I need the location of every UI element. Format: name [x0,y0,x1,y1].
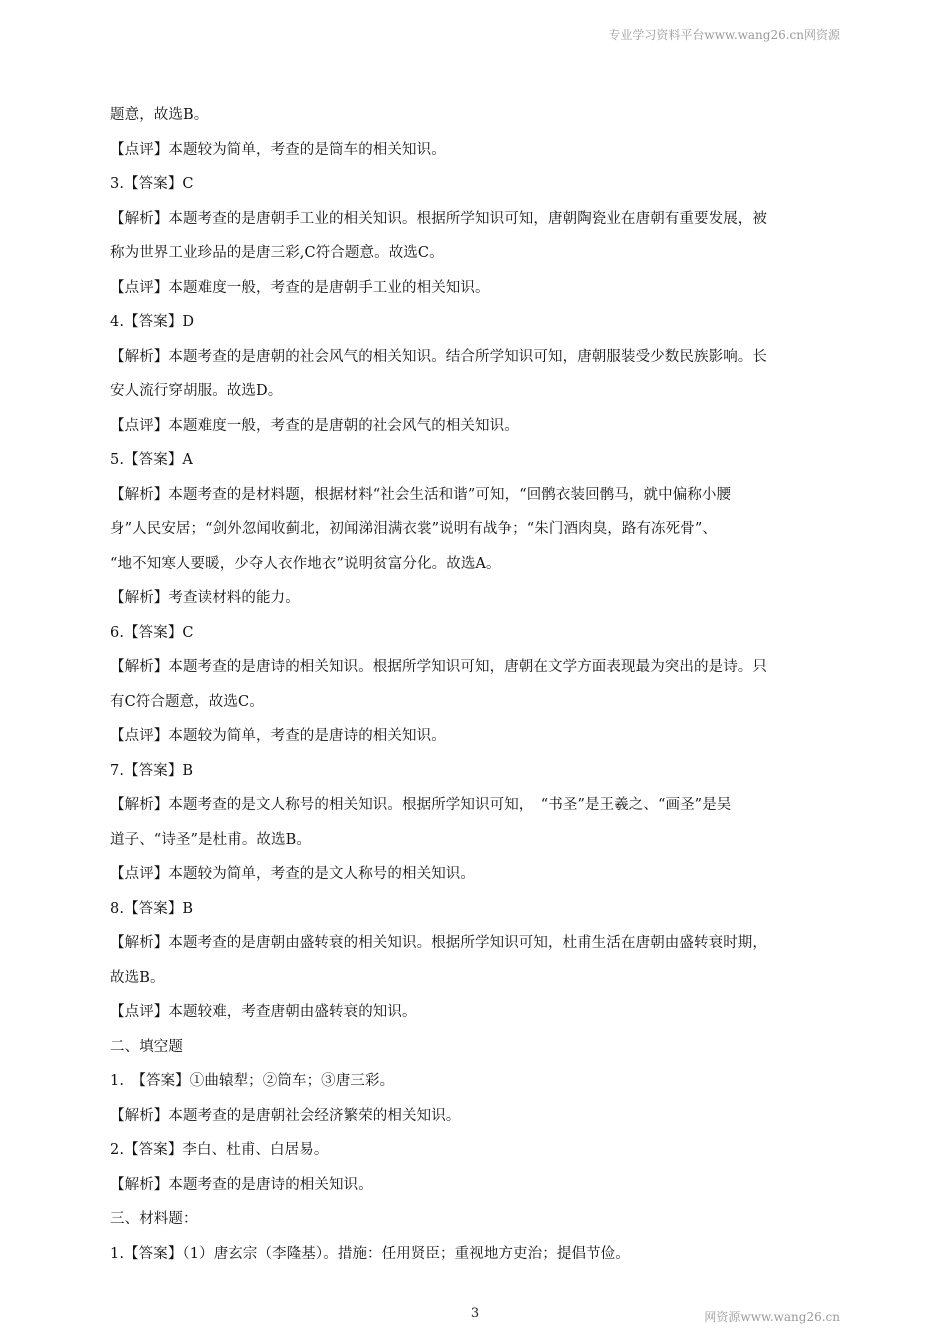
text-line: 【点评】本题较为简单，考查的是唐诗的相关知识。 [110,728,446,744]
document-body [110,98,840,1271]
text-line: 故选B。 [110,969,165,986]
text-line: 8.【答案】B [110,900,194,917]
text-line: 【点评】本题难度一般，考查的是唐朝的社会风气的相关知识。 [110,417,519,434]
text-line: 1. 【答案】①曲辕犁；②筒车；③唐三彩。 [110,1073,395,1089]
text-line: 身”人民安居；“剑外忽闻收蓟北，初闻涕泪满衣裳”说明有战争；“朱门酒肉臭，路有冻死骨”、 [110,521,717,537]
text-line: 【解析】本题考查的是唐诗的相关知识。 [110,1176,373,1193]
text-line: 【点评】本题难度一般，考查的是唐朝手工业的相关知识。 [110,279,490,296]
text-line: 【解析】本题考查的是唐朝由盛转衰的相关知识。根据所学知识可知，杜甫生活在唐朝由盛转衰时期， [110,935,767,951]
text-line: 3.【答案】C [110,176,194,192]
text-line: 2.【答案】李白、杜甫、白居易。 [110,1142,329,1158]
header-source: 专业学习资料平台www.wang26.cn网资源 [608,28,840,42]
section-heading: 二、填空题 [110,1038,183,1055]
text-line: 有C符合题意，故选C。 [110,693,264,710]
text-line: 5.【答案】A [110,452,194,468]
text-line: 【解析】本题考查的是唐诗的相关知识。根据所学知识可知，唐朝在文学方面表现最为突出的是诗。只 [110,659,767,675]
text-line: 【点评】本题较为简单，考查的是文人称号的相关知识。 [110,866,475,882]
text-line: 4.【答案】D [110,314,195,330]
text-line: 【点评】本题较为简单，考查的是筒车的相关知识。 [110,141,446,158]
text-line: 【解析】本题考查的是唐朝手工业的相关知识。根据所学知识可知，唐朝陶瓷业在唐朝有重要发展，被 [110,210,767,227]
text-line: 【点评】本题较难，考查唐朝由盛转衰的知识。 [110,1004,417,1020]
text-line: 【解析】本题考查的是唐朝的社会风气的相关知识。结合所学知识可知，唐朝服装受少数民族影响。长 [110,348,767,365]
page-number: 3 [470,1306,480,1321]
text-line: 【解析】本题考查的是唐朝社会经济繁荣的相关知识。 [110,1107,461,1124]
text-line: 称为世界工业珍品的是唐三彩,C符合题意。故选C。 [110,245,444,261]
text-line: 【解析】本题考查的是文人称号的相关知识。根据所学知识可知， “书圣”是王羲之、“画圣”是吴 [110,797,732,813]
text-line: 1.【答案】（1）唐玄宗（李隆基）。措施：任用贤臣；重视地方吏治；提倡节俭。 [110,1245,630,1262]
text-line: 6.【答案】C [110,624,194,641]
text-line: 安人流行穿胡服。故选D。 [110,383,283,399]
text-line: 道子、“诗圣”是杜甫。故选B。 [110,831,311,848]
text-line: 7.【答案】B [110,762,194,779]
text-line: “地不知寒人要暖，少夺人衣作地衣”说明贫富分化。故选A。 [110,555,501,572]
text-line: 【解析】考查读材料的能力。 [110,590,300,606]
text-line: 题意，故选B。 [110,107,209,123]
footer-source: 网资源www.wang26.cn [704,1310,840,1324]
section-heading: 三、材料题： [110,1211,198,1227]
text-line: 【解析】本题考查的是材料题，根据材料“社会生活和谐”可知，“回鹘衣装回鹘马，就中偏称小腰 [110,486,732,503]
